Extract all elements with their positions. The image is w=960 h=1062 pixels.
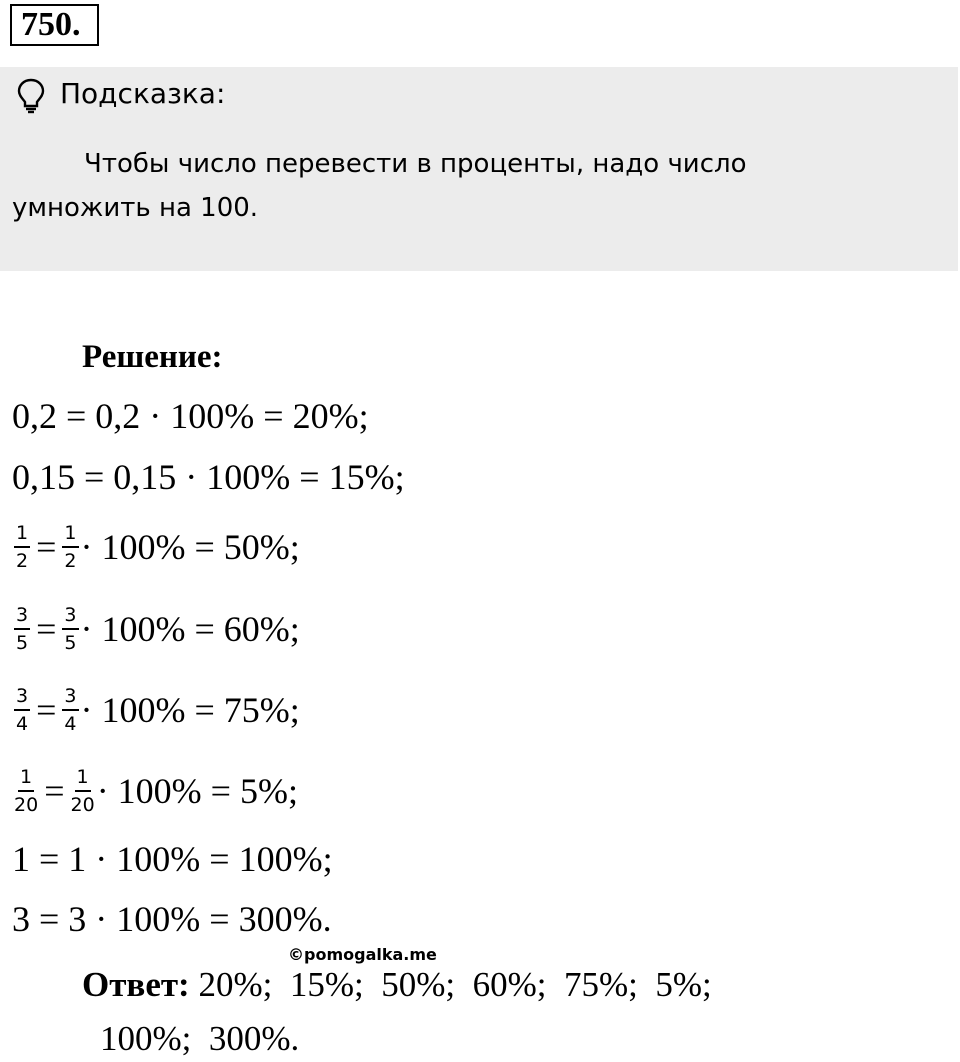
- solution-title: Решение:: [82, 339, 223, 375]
- equation-fraction-2: $\frac{3}{5}$ = $\frac{3}{5}$ · 100% = 60%;: [16, 604, 300, 654]
- equation-fraction-4: $\frac{1}{20}$ = $\frac{1}{20}$ · 100% = 5%;: [14, 766, 298, 816]
- fraction: $\frac{3}{5}$: [64, 604, 77, 654]
- equation-8: 3 = 3 · 100% = 300%.: [12, 899, 332, 939]
- equation-fraction-3: $\frac{3}{4}$ = $\frac{3}{4}$ · 100% = 75%;: [16, 685, 300, 735]
- fraction: $\frac{3}{4}$: [16, 685, 29, 735]
- answer-label: Ответ:: [82, 965, 190, 1004]
- fraction: $\frac{1}{2}$: [64, 522, 77, 572]
- fraction: $\frac{1}{20}$: [70, 766, 95, 816]
- equation-2: 0,15 = 0,15 · 100% = 15%;: [12, 457, 405, 497]
- equation-7: 1 = 1 · 100% = 100%;: [12, 839, 333, 879]
- answer-line-2: 100%; 300%.: [100, 1019, 300, 1058]
- watermark: ©pomogalka.me: [288, 945, 437, 964]
- equation-fraction-1: $\frac{1}{2}$ = $\frac{1}{2}$ · 100% = 50%;: [16, 522, 300, 572]
- fraction: $\frac{1}{2}$: [16, 522, 29, 572]
- hint-text: Чтобы число перевести в проценты, надо число умножить на 100.: [12, 149, 747, 223]
- lightbulb-icon: [16, 78, 46, 114]
- equation-1: 0,2 = 0,2 · 100% = 20%;: [12, 396, 369, 436]
- fraction: $\frac{3}{5}$: [16, 604, 29, 654]
- fraction: $\frac{1}{20}$: [14, 766, 39, 816]
- task-number: 750.: [10, 4, 99, 46]
- fraction: $\frac{3}{4}$: [64, 685, 77, 735]
- hint-title: Подсказка:: [60, 77, 226, 110]
- answer-line-1: [82, 962, 712, 1008]
- answer-values: 20%; 15%; 50%; 60%; 75%; 5%;: [189, 965, 712, 1004]
